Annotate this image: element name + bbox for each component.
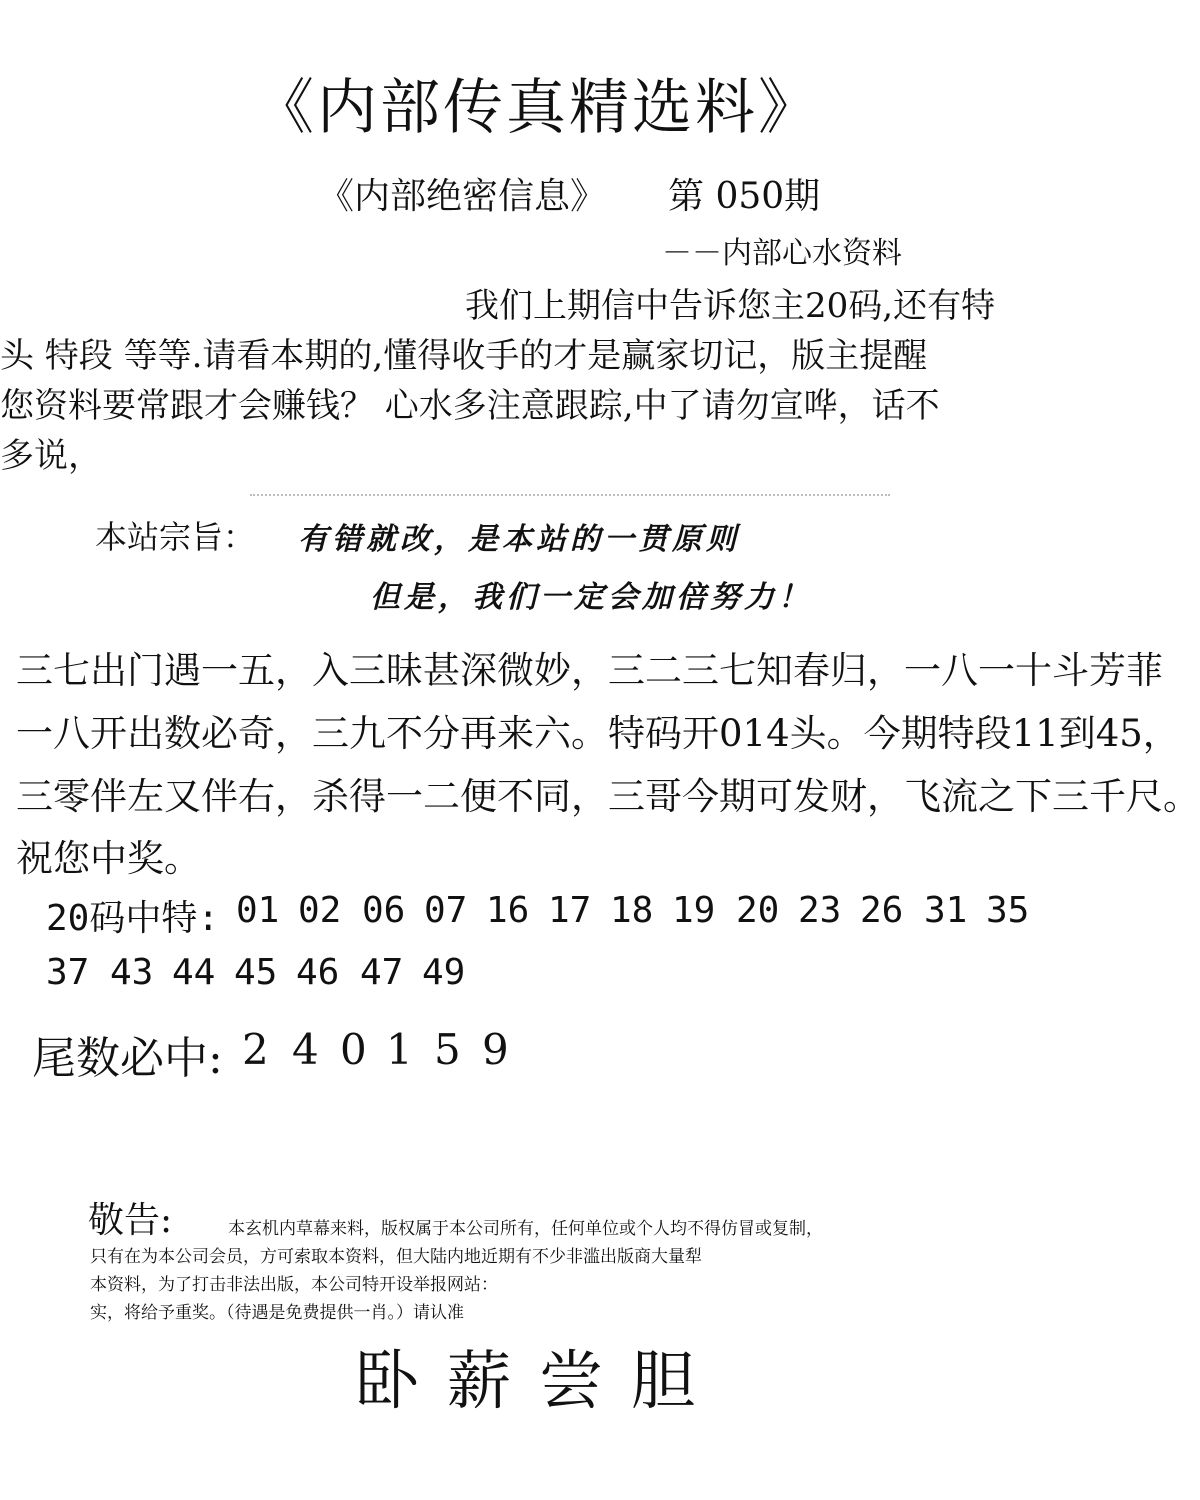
code-number: 06	[362, 890, 406, 931]
poem-line: 一八开出数必奇，三九不分再来六。特码开014头。今期特段11到45，	[16, 712, 1180, 755]
tail-digit: 9	[482, 1025, 509, 1074]
issue-number: 第 050期	[668, 176, 821, 217]
subtitle: 《内部绝密信息》	[318, 176, 607, 217]
code-number: 01	[236, 890, 280, 931]
tail-digit: 2	[242, 1025, 269, 1074]
tail-label: 尾数必中:	[32, 1033, 223, 1084]
motto-label: 本站宗旨：	[95, 518, 256, 556]
code-number: 46	[296, 952, 340, 993]
poem-line: 三零伴左又伴右，杀得一二便不同，三哥今期可发财，飞流之下三千尺。	[16, 775, 1200, 818]
code-number: 44	[172, 952, 216, 993]
code-number: 31	[924, 890, 968, 931]
intro-line: 头 特段 等等.请看本期的,懂得收手的才是赢家切记，版主提醒	[0, 336, 928, 376]
code-number: 17	[548, 890, 592, 931]
motto-line: 但是，我们一定会加倍努力！	[370, 580, 812, 615]
notice-line: 本玄机内草幕来料，版权属于本公司所有，任何单位或个人均不得仿冒或复制，	[228, 1219, 823, 1239]
code-number: 23	[798, 890, 842, 931]
code-number: 35	[986, 890, 1030, 931]
intro-line: 您资料要常跟才会赚钱？ 心水多注意跟踪,中了请勿宣哗，话不	[0, 386, 940, 426]
codes-label: 20码中特:	[46, 898, 220, 939]
code-number: 37	[46, 952, 90, 993]
notice-label: 敬告:	[88, 1200, 173, 1241]
code-number: 07	[424, 890, 468, 931]
intro-line: 我们上期信中告诉您主20码,还有特	[465, 286, 996, 326]
notice-line: 本资料，为了打击非法出版，本公司特开设举报网站：	[90, 1275, 498, 1295]
code-number: 47	[360, 952, 404, 993]
code-number: 43	[110, 952, 154, 993]
tail-digit: 0	[340, 1025, 367, 1074]
page-title: 《内部传真精选料》	[254, 73, 821, 143]
codes-row-2	[46, 952, 526, 996]
code-number: 19	[672, 890, 716, 931]
divider	[250, 494, 890, 499]
tail-digit: 4	[292, 1025, 319, 1074]
intro-line: 多说，	[0, 436, 102, 476]
code-number: 49	[422, 952, 466, 993]
tail-digit: 1	[386, 1025, 413, 1074]
code-number: 16	[486, 890, 530, 931]
notice-line: 只有在为本公司会员，方可索取本资料，但大陆内地近期有不少非滥出版商大量犁	[90, 1247, 702, 1267]
code-number: 18	[610, 890, 654, 931]
codes-row-1	[236, 890, 1056, 934]
code-number: 26	[860, 890, 904, 931]
motto-line: 有错就改，是本站的一贯原则	[298, 522, 740, 557]
tail-digit: 5	[434, 1025, 461, 1074]
code-number: 02	[298, 890, 342, 931]
code-number: 45	[234, 952, 278, 993]
poem-line: 三七出门遇一五，入三昧甚深微妙，三二三七知春归，一八一十斗芳菲	[16, 649, 1163, 692]
code-number: 20	[736, 890, 780, 931]
notice-line: 实，将给予重奖。（待遇是免费提供一肖。）请认准	[90, 1303, 464, 1323]
poem-line: 祝您中奖。	[16, 837, 201, 880]
source-line: －－内部心水资料	[662, 236, 902, 271]
slogan: 卧薪尝胆	[355, 1345, 723, 1419]
